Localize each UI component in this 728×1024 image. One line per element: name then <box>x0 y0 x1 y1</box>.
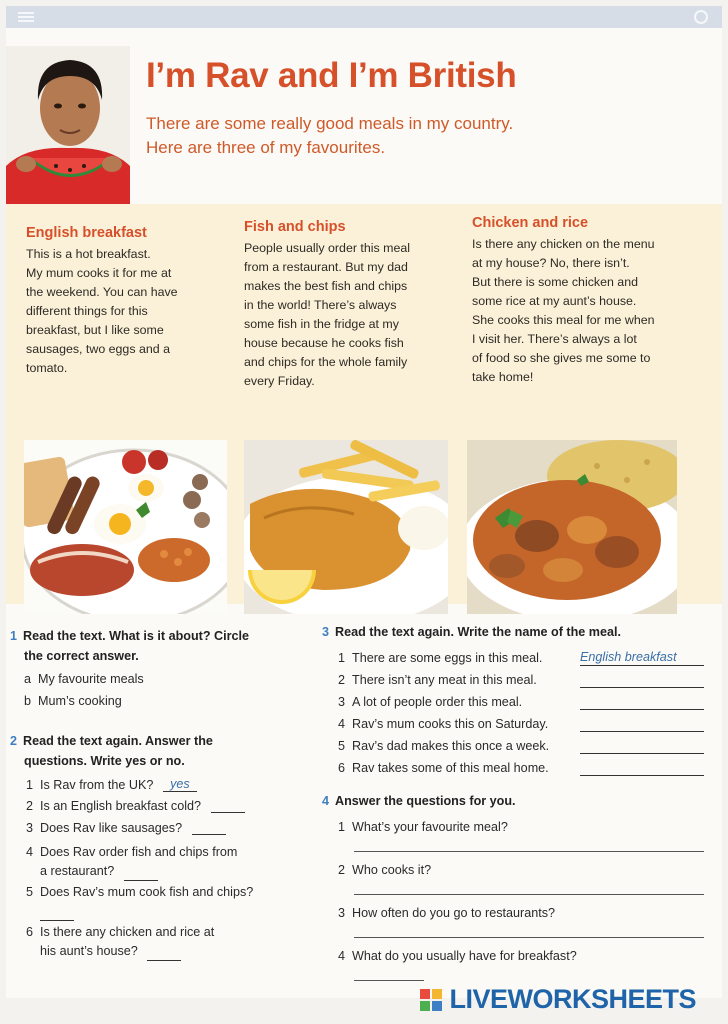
boy-photo <box>6 46 130 208</box>
ex3-answer-field[interactable] <box>580 716 704 732</box>
ex2-answer-field[interactable] <box>40 909 74 921</box>
ex4-answer-line[interactable] <box>354 980 424 981</box>
ex3-item-3: 3 A lot of people order this meal. <box>338 695 523 709</box>
ex3-item-1: 1 There are some eggs in this meal. <box>338 651 543 665</box>
ex3-answer-field[interactable] <box>580 738 704 754</box>
ex2-answer-field[interactable]: yes <box>163 777 197 792</box>
chicken-and-rice-text: Chicken and rice Is there any chicken on the menu at my house? No, there isn’t. But there is some chicken and some rice at my aunt’s house. She cooks this meal for me when I visit her. There’s always a lot of food so she gives me some to take home! <box>472 215 655 384</box>
ex4-item-4: 4 What do you usually have for breakfast? <box>338 949 577 963</box>
ex2-question-3: 3 Does Rav like sausages? <box>26 821 226 835</box>
ex3-item-4: 4 Rav’s mum cooks this on Saturday. <box>338 717 549 731</box>
ex3-answer-field[interactable] <box>580 760 704 776</box>
ex3-item-5: 5 Rav’s dad makes this once a week. <box>338 739 550 753</box>
exercise-1: 1 Read the text. What is it about? Circle the correct answer. <box>10 629 250 663</box>
chicken-and-rice-photo <box>467 440 677 614</box>
ex2-answer-field[interactable] <box>147 949 181 961</box>
ex3-item-6: 6 Rav takes some of this meal home. <box>338 761 549 775</box>
ex2-question-5: 5 Does Rav’s mum cook fish and chips? <box>26 883 253 921</box>
page-title: I’m Rav and I’m British <box>146 56 517 95</box>
reading-section <box>6 204 722 604</box>
ex3-answer-field[interactable] <box>580 672 704 688</box>
ex2-question-1: 1 Is Rav from the UK? yes <box>26 777 197 792</box>
ex4-item-1: 1 What’s your favourite meal? <box>338 820 508 834</box>
ex3-item-2: 2 There isn’t any meat in this meal. <box>338 673 537 687</box>
column-heading: Fish and chips <box>244 219 346 235</box>
ex2-question-6: 6 Is there any chicken and rice at his aunt’s house? <box>26 923 214 961</box>
ex1-option-a[interactable]: a My favourite meals <box>24 672 144 686</box>
ex4-answer-line[interactable] <box>354 937 704 938</box>
column-heading: English breakfast <box>26 225 147 241</box>
exercise-4: 4 Answer the questions for you. <box>322 794 516 808</box>
menu-icon[interactable] <box>18 12 34 22</box>
ex4-item-2: 2 Who cooks it? <box>338 863 432 877</box>
ex2-question-2: 2 Is an English breakfast cold? <box>26 799 245 813</box>
liveworksheets-logo: LIVEWORKSHEETS <box>420 984 696 1016</box>
ex2-answer-field[interactable] <box>192 823 226 835</box>
ex2-answer-field[interactable] <box>211 801 245 813</box>
ex4-answer-line[interactable] <box>354 851 704 852</box>
english-breakfast-photo <box>24 440 227 614</box>
ex1-option-b[interactable]: b Mum’s cooking <box>24 694 122 708</box>
fish-and-chips-photo <box>244 440 448 614</box>
ex3-answer-field[interactable]: English breakfast <box>580 650 704 666</box>
circle-icon[interactable] <box>694 10 708 24</box>
exercise-2: 2 Read the text again. Answer the questions. Write yes or no. <box>10 734 213 768</box>
exercise-3: 3 Read the text again. Write the name of the meal. <box>322 625 622 639</box>
ex4-item-3: 3 How often do you go to restaurants? <box>338 906 556 920</box>
intro-text: There are some really good meals in my country. Here are three of my favourites. <box>146 114 514 157</box>
logo-mark-icon <box>420 989 442 1011</box>
ex2-question-4: 4 Does Rav order fish and chips from a restaurant? <box>26 843 237 881</box>
top-toolbar <box>6 6 722 28</box>
fish-and-chips-text: Fish and chips People usually order this meal from a restaurant. But my dad makes the best fish and chips in the world! There’s always some fish in the fridge at my house because he cooks fish and chips for the whole family every Friday. <box>244 219 410 388</box>
ex2-answer-field[interactable] <box>124 869 158 881</box>
worksheet-page <box>6 28 722 998</box>
ex4-answer-line[interactable] <box>354 894 704 895</box>
english-breakfast-text: English breakfast This is a hot breakfast. My mum cooks it for me at the weekend. You can have different things for this breakfast, but I like some sausages, two eggs and a tomato. <box>26 225 178 375</box>
ex3-answer-field[interactable] <box>580 694 704 710</box>
column-heading: Chicken and rice <box>472 215 589 231</box>
